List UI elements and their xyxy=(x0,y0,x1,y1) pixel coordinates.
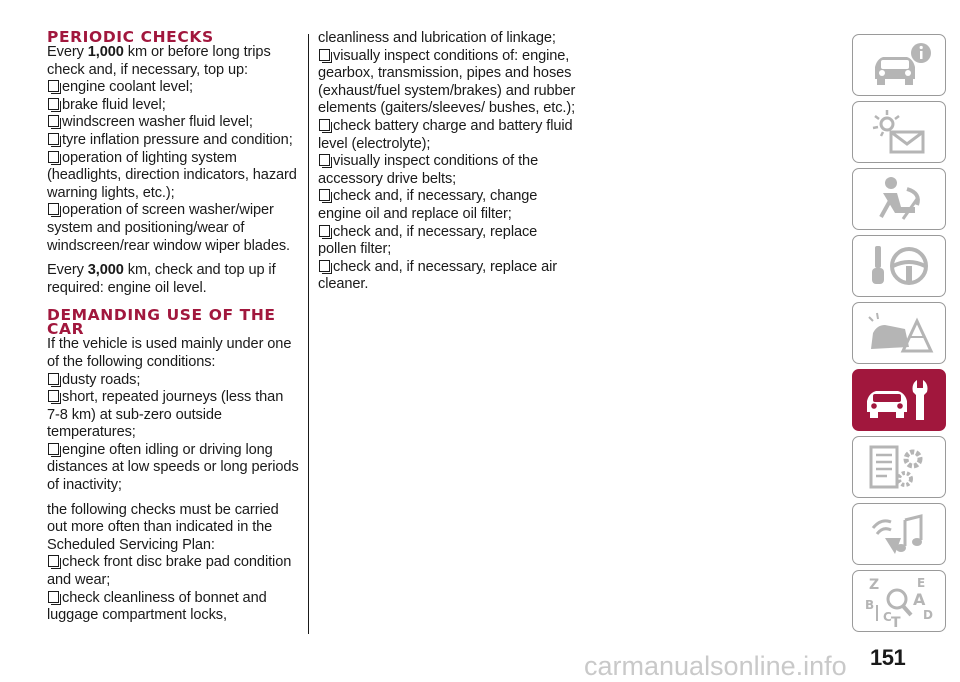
list-item xyxy=(47,97,299,115)
list-item xyxy=(318,48,576,118)
index-letter: Z xyxy=(869,577,880,593)
tab-index[interactable] xyxy=(852,570,946,632)
checkbox-bullet-icon xyxy=(48,443,59,455)
checkbox-bullet-icon xyxy=(319,154,330,166)
list-item-text: engine coolant level; xyxy=(62,79,193,96)
list-item-text: check front disc brake pad condition and wear; xyxy=(47,554,292,589)
index-icon xyxy=(861,575,937,627)
checkbox-bullet-icon xyxy=(319,225,330,237)
section-heading-demanding-use: DEMANDING USE OF THE CAR xyxy=(47,306,276,339)
tab-car-info[interactable] xyxy=(852,34,946,96)
list-item xyxy=(318,224,576,259)
index-letter: C xyxy=(883,610,892,624)
tab-multimedia[interactable] xyxy=(852,503,946,565)
tab-warning-lights[interactable] xyxy=(852,101,946,163)
list-item-text: check and, if necessary, change engine oil and replace oil filter; xyxy=(318,188,538,222)
list-item-text: windscreen washer fluid level; xyxy=(62,114,253,131)
tab-car-maintenance[interactable] xyxy=(852,369,946,431)
list-item xyxy=(47,114,299,132)
paragraph-every-3000 xyxy=(47,262,299,297)
index-letter: D xyxy=(923,608,933,622)
list-item-text: brake fluid level; xyxy=(62,96,166,113)
watermark: carmanualsonline.info xyxy=(584,651,847,681)
checkbox-bullet-icon xyxy=(48,555,59,567)
checkbox-bullet-icon xyxy=(319,260,330,272)
tab-seat-airbag[interactable] xyxy=(852,168,946,230)
bullet-list-periodic xyxy=(47,79,299,255)
list-item-text: operation of lighting system (headlights, direction indicators, hazard warning lights, etc.); xyxy=(47,149,297,201)
list-item-text: operation of screen washer/wiper system and positioning/wear of windscreen/rear window wiper blades. xyxy=(47,202,290,254)
car-emergency-icon xyxy=(861,307,937,359)
warning-lights-icon xyxy=(861,106,937,158)
checkbox-bullet-icon xyxy=(48,390,59,402)
text: Every xyxy=(47,262,88,279)
tab-specifications[interactable] xyxy=(852,436,946,498)
checkbox-bullet-icon xyxy=(48,80,59,92)
checkbox-bullet-icon xyxy=(319,119,330,131)
list-item xyxy=(47,389,299,442)
checkbox-bullet-icon xyxy=(319,49,330,61)
right-column xyxy=(318,30,576,294)
specifications-icon xyxy=(861,441,937,493)
list-item xyxy=(47,442,299,495)
car-maintenance-icon xyxy=(861,374,937,426)
list-item-text: check cleanliness of bonnet and luggage compartment locks, xyxy=(47,589,267,624)
list-item xyxy=(318,153,576,188)
checkbox-bullet-icon xyxy=(48,151,59,163)
checkbox-bullet-icon xyxy=(319,189,330,201)
list-item-text: engine often idling or driving long distances at low speeds or long periods of inactivity; xyxy=(47,441,299,494)
checkbox-bullet-icon xyxy=(48,98,59,110)
index-letter: T xyxy=(891,615,901,627)
list-item xyxy=(47,590,299,625)
distance-value: 1,000 xyxy=(87,44,124,60)
list-item xyxy=(47,202,299,255)
paragraph-every-1000 xyxy=(47,44,299,79)
list-item xyxy=(47,132,299,150)
list-item-text: check and, if necessary, replace pollen filter; xyxy=(318,223,538,258)
list-item-text: check and, if necessary, replace air cleaner. xyxy=(318,258,558,293)
key-steering-wheel-icon xyxy=(861,240,937,292)
list-item-text: check battery charge and battery fluid level (electrolyte); xyxy=(318,117,573,152)
checkbox-bullet-icon xyxy=(48,203,59,215)
index-letter: B xyxy=(865,598,875,612)
page-number: 151 xyxy=(870,645,906,670)
list-item-text: dusty roads; xyxy=(62,371,141,388)
list-item xyxy=(47,554,299,589)
car-info-icon xyxy=(861,39,937,91)
paragraph-conditions-intro: If the vehicle is used mainly under one of the following conditions: xyxy=(47,336,292,370)
divider xyxy=(308,34,309,634)
list-item xyxy=(47,150,299,203)
bullet-list-conditions xyxy=(47,372,299,495)
list-item xyxy=(47,372,299,390)
list-item xyxy=(318,188,576,223)
list-item xyxy=(47,79,299,97)
left-column xyxy=(47,30,299,625)
list-item-text: visually inspect conditions of the accessory drive belts; xyxy=(318,153,539,187)
section-heading-periodic-checks: PERIODIC CHECKS xyxy=(47,28,214,46)
seat-airbag-icon xyxy=(861,173,937,225)
list-item-text: short, repeated journeys (less than 7-8 km) at sub-zero outside temperatures; xyxy=(47,389,284,441)
checkbox-bullet-icon xyxy=(48,133,59,145)
list-item xyxy=(318,118,576,153)
index-letter: A xyxy=(913,590,926,609)
multimedia-icon xyxy=(861,508,937,560)
list-item-continuation: cleanliness and lubrication of linkage; xyxy=(318,30,556,46)
text: km or before long trips check and, if necessary, top up: xyxy=(47,44,271,78)
checkbox-bullet-icon xyxy=(48,591,59,603)
tab-car-emergency[interactable] xyxy=(852,302,946,364)
checkbox-bullet-icon xyxy=(48,373,59,385)
text: km, check and top up if required: engine oil level. xyxy=(47,262,276,296)
text: Every xyxy=(47,44,88,60)
tab-key-steering[interactable] xyxy=(852,235,946,297)
distance-value: 3,000 xyxy=(87,262,124,279)
paragraph-checks-intro: the following checks must be carried out more often than indicated in the Scheduled Servicing Plan: xyxy=(47,501,279,553)
checkbox-bullet-icon xyxy=(48,115,59,127)
bullet-list-checks xyxy=(47,554,299,624)
list-item-text: tyre inflation pressure and condition; xyxy=(62,131,293,148)
list-item xyxy=(318,259,576,294)
index-letter: E xyxy=(917,576,926,590)
list-item-text: visually inspect conditions of: engine, gearbox, transmission, pipes and hoses (exhaust/fuel system/brakes) and rubber elements (gaiters/sleeves/ bushes, etc.); xyxy=(318,47,576,117)
